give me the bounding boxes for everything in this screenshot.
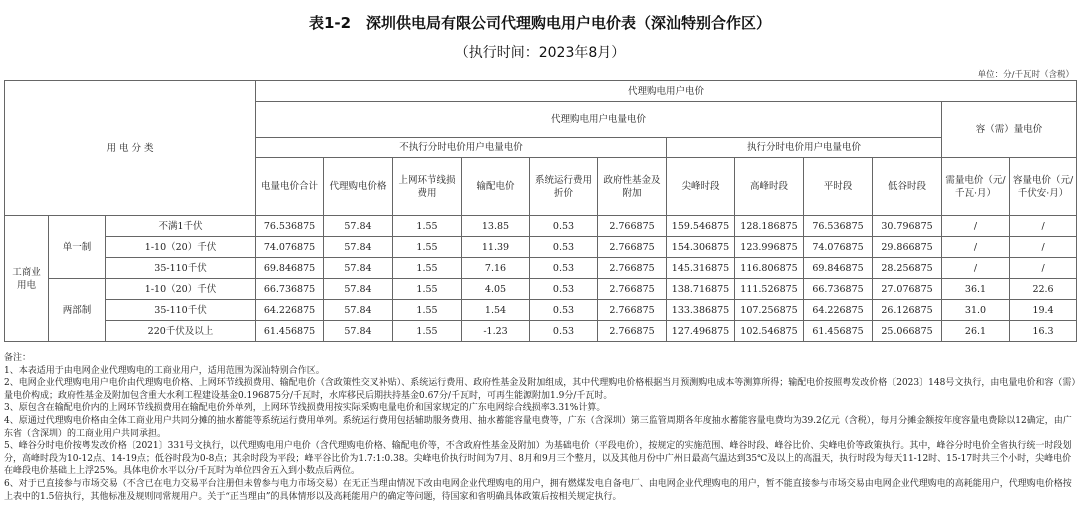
note-line: 4、原通过代理购电价格由全体工商业用户共同分摊的抽水蓄能等系统运行费用单列。系统运行费用包括辅助服务费用、抽水蓄能容量电费等，广东（含深圳）第三监管周期各年度抽水蓄能容量电费均为39.2亿元（含税），每月分摊金额按年度容量电费除以12确定，由广东省（含深圳）的工商业用户共同承担。 — [4, 415, 1072, 439]
header-non-tou: 不执行分时电价用户电量电价 — [256, 138, 667, 158]
value-cell: 27.076875 — [873, 279, 942, 300]
value-cell: 76.536875 — [804, 216, 873, 237]
value-cell: 1.55 — [393, 237, 462, 258]
value-cell: 0.53 — [530, 237, 598, 258]
value-cell: 69.846875 — [804, 258, 873, 279]
value-cell: 2.766875 — [598, 279, 667, 300]
value-cell: 7.16 — [462, 258, 530, 279]
value-cell: 123.996875 — [735, 237, 804, 258]
table-row — [5, 321, 1077, 342]
column-header: 系统运行费用折价 — [530, 158, 598, 216]
note-line: 备注： — [4, 353, 32, 363]
voltage-cell: 35-110千伏 — [106, 300, 256, 321]
value-cell: 1.55 — [393, 321, 462, 342]
header-tou: 执行分时电价用户电量电价 — [667, 138, 942, 158]
page-subtitle: （执行时间：2023年8月） — [454, 45, 626, 61]
header-energy: 代理购电用户电量电价 — [256, 102, 942, 138]
value-cell: 154.306875 — [667, 237, 735, 258]
value-cell: / — [942, 258, 1010, 279]
note-line: 3、原包含在输配电价内的上网环节线损费用在输配电价外单列，上网环节线损费用按实际采购电量电价和国家规定的广东电网综合线损率3.31%计算。 — [4, 403, 606, 414]
value-cell: 25.066875 — [873, 321, 942, 342]
value-cell: 0.53 — [530, 258, 598, 279]
value-cell: 22.6 — [1010, 279, 1077, 300]
value-cell: 116.806875 — [735, 258, 804, 279]
voltage-cell: 220千伏及以上 — [106, 321, 256, 342]
value-cell: 74.076875 — [804, 237, 873, 258]
column-header: 上网环节线损费用 — [393, 158, 462, 216]
unit-label: 单位：分/千瓦时（含税） — [977, 70, 1074, 80]
value-cell: 11.39 — [462, 237, 530, 258]
value-cell: 2.766875 — [598, 321, 667, 342]
value-cell: 29.866875 — [873, 237, 942, 258]
note-line: 6、对于已直接参与市场交易（不含已在电力交易平台注册但未曾参与电力市场交易）在无正当理由情况下改由电网企业代理购电的用户，拥有燃煤发电自备电厂、由电网企业代理购电的用户，暂不能直接参与市场交易由电网企业代理购电的高耗能用户，代理购电价格按上表中的1.5倍执行，其他标准及规则同常规用户。关于“正当理由”的具体情形以及高耗能用户的确定等问题，待国家和省明确具体政策后按相关规定执行。 — [4, 478, 1072, 502]
value-cell: 57.84 — [324, 216, 393, 237]
table-row — [5, 279, 1077, 300]
value-cell: / — [1010, 237, 1077, 258]
value-cell: / — [942, 237, 1010, 258]
value-cell: 0.53 — [530, 321, 598, 342]
column-header: 代理购电价格 — [324, 158, 393, 216]
value-cell: 2.766875 — [598, 258, 667, 279]
value-cell: 57.84 — [324, 321, 393, 342]
header-category: 用 电 分 类 — [5, 81, 256, 216]
value-cell: 26.126875 — [873, 300, 942, 321]
column-header: 输配电价 — [462, 158, 530, 216]
value-cell: 57.84 — [324, 279, 393, 300]
column-header: 高峰时段 — [735, 158, 804, 216]
value-cell: 1.55 — [393, 258, 462, 279]
note-line: 1、本表适用于由电网企业代理购电的工商业用户，适用范围为深汕特别合作区。 — [4, 365, 325, 376]
value-cell: 13.85 — [462, 216, 530, 237]
value-cell: 1.55 — [393, 216, 462, 237]
note-line: 5、峰谷分时电价按粤发改价格〔2021〕331号文执行，以代理购电用户电价（含代理购电价格、输配电价等，不含政府性基金及附加）为基础电价（平段电价），按规定的实施范围、峰谷时段、峰谷比价、尖峰电价等政策执行。其中，峰谷分时电价全省执行统一时段划分，高峰时段为10-12点、14-19点；低谷时段为0-8点；其余时段为平段；峰平谷比价为1.7:1:0.38。尖峰电价执行时间为7月、8月和9月三个整月，以及其他月份中广州日最高气温达到35℃及以上的高温天，执行时段为每天11-12时、15-17时共三个小时，尖峰电价在峰段电价基础上上浮25%。具体电价水平以分/千瓦时为单位四舍五入到小数点后两位。 — [4, 441, 1072, 477]
value-cell: 57.84 — [324, 300, 393, 321]
value-cell: 138.716875 — [667, 279, 735, 300]
subgroup-cell: 单一制 — [49, 216, 106, 279]
value-cell: 102.546875 — [735, 321, 804, 342]
value-cell: / — [1010, 258, 1077, 279]
value-cell: 66.736875 — [804, 279, 873, 300]
notes-section — [4, 352, 1076, 503]
value-cell: 1.54 — [462, 300, 530, 321]
value-cell: 145.316875 — [667, 258, 735, 279]
group-cell: 工商业用电 — [5, 216, 49, 342]
price-table — [4, 80, 1077, 342]
subgroup-cell: 两部制 — [49, 279, 106, 342]
value-cell: 111.526875 — [735, 279, 804, 300]
value-cell: 28.256875 — [873, 258, 942, 279]
value-cell: / — [1010, 216, 1077, 237]
value-cell: 2.766875 — [598, 237, 667, 258]
value-cell: 64.226875 — [256, 300, 324, 321]
value-cell: 128.186875 — [735, 216, 804, 237]
value-cell: 36.1 — [942, 279, 1010, 300]
value-cell: 61.456875 — [256, 321, 324, 342]
value-cell: 1.55 — [393, 300, 462, 321]
value-cell: 0.53 — [530, 300, 598, 321]
page-title: 表1-2 深圳供电局有限公司代理购电用户电价表（深汕特别合作区） — [308, 14, 772, 32]
value-cell: 159.546875 — [667, 216, 735, 237]
value-cell: 133.386875 — [667, 300, 735, 321]
value-cell: 69.846875 — [256, 258, 324, 279]
table-row — [5, 258, 1077, 279]
value-cell: -1.23 — [462, 321, 530, 342]
value-cell: 1.55 — [393, 279, 462, 300]
value-cell: 66.736875 — [256, 279, 324, 300]
column-header: 容量电价（元/千伏安·月） — [1010, 158, 1077, 216]
value-cell: 107.256875 — [735, 300, 804, 321]
column-header: 政府性基金及附加 — [598, 158, 667, 216]
voltage-cell: 35-110千伏 — [106, 258, 256, 279]
table-row — [5, 300, 1077, 321]
table-row — [5, 237, 1077, 258]
value-cell: 57.84 — [324, 237, 393, 258]
column-header: 尖峰时段 — [667, 158, 735, 216]
value-cell: 2.766875 — [598, 300, 667, 321]
value-cell: 64.226875 — [804, 300, 873, 321]
value-cell: 0.53 — [530, 216, 598, 237]
value-cell: 74.076875 — [256, 237, 324, 258]
header-top: 代理购电用户电价 — [256, 81, 1077, 102]
voltage-cell: 1-10（20）千伏 — [106, 237, 256, 258]
table-row — [5, 216, 1077, 237]
value-cell: 57.84 — [324, 258, 393, 279]
value-cell: 61.456875 — [804, 321, 873, 342]
value-cell: 4.05 — [462, 279, 530, 300]
column-header: 平时段 — [804, 158, 873, 216]
value-cell: 16.3 — [1010, 321, 1077, 342]
value-cell: 2.766875 — [598, 216, 667, 237]
value-cell: 76.536875 — [256, 216, 324, 237]
column-header: 电量电价合计 — [256, 158, 324, 216]
value-cell: 19.4 — [1010, 300, 1077, 321]
voltage-cell: 1-10（20）千伏 — [106, 279, 256, 300]
column-header: 需量电价（元/千瓦·月） — [942, 158, 1010, 216]
header-capacity: 容（需）量电价 — [942, 102, 1077, 158]
voltage-cell: 不满1千伏 — [106, 216, 256, 237]
note-line: 2、电网企业代理购电用户电价由代理购电价格、上网环节线损费用、输配电价（含政策性交叉补贴）、系统运行费用、政府性基金及附加组成，其中代理购电价格根据当月预测购电成本等测算所得；输配电价按照粤发改价格〔2023〕148号文执行，由电量电价和容（需）量电价构成；政府性基金及附加包含重大水利工程建设基金0.196875分/千瓦时，水库移民后期扶持基金0.67分/千瓦时，可再生能源附加1.9分/千瓦时。 — [4, 378, 1076, 401]
column-header: 低谷时段 — [873, 158, 942, 216]
value-cell: / — [942, 216, 1010, 237]
value-cell: 30.796875 — [873, 216, 942, 237]
value-cell: 26.1 — [942, 321, 1010, 342]
value-cell: 0.53 — [530, 279, 598, 300]
value-cell: 127.496875 — [667, 321, 735, 342]
value-cell: 31.0 — [942, 300, 1010, 321]
